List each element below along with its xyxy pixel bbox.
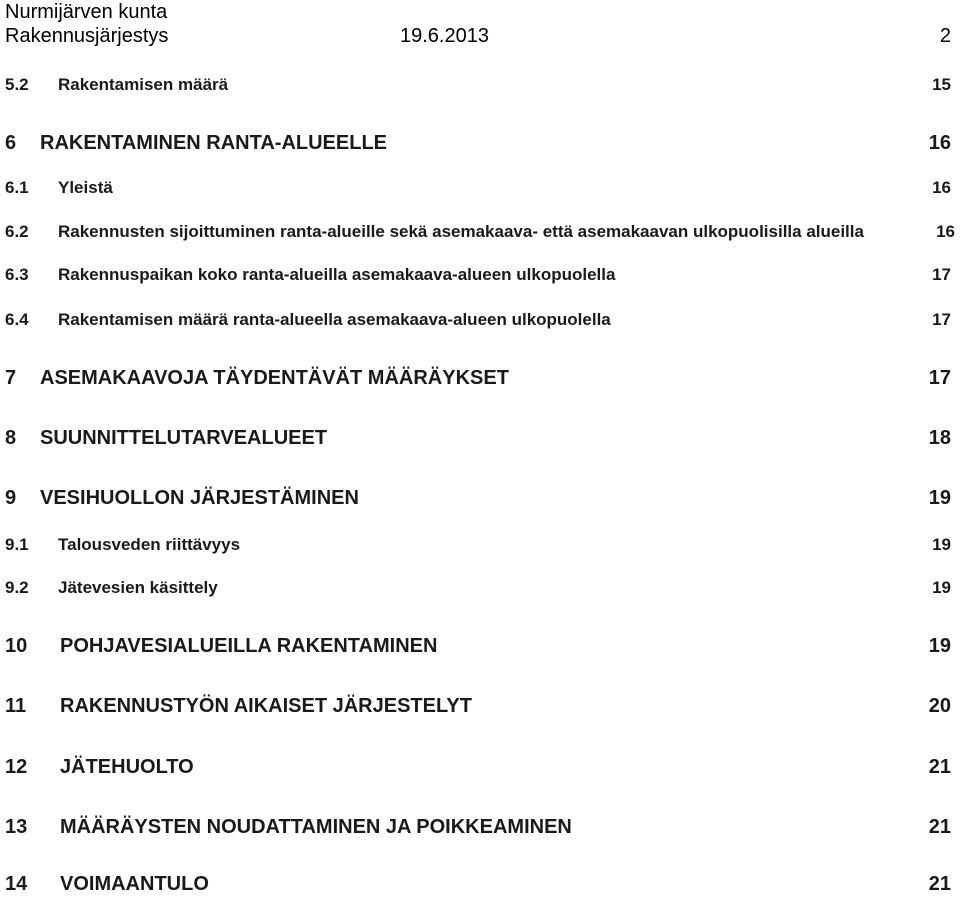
toc-entry-title: Rakentamisen määrä ranta-alueella asemakaava-alueen ulkopuolella xyxy=(58,310,611,329)
toc-entry-page: 21 xyxy=(928,816,951,838)
toc-entry-number: 13 xyxy=(5,816,28,838)
toc-entry-title: ASEMAKAAVOJA TÄYDENTÄVÄT MÄÄRÄYKSET xyxy=(40,367,509,389)
document-date: 19.6.2013 xyxy=(400,25,489,47)
toc-entry-title: SUUNNITTELUTARVEALUEET xyxy=(40,427,328,449)
toc-entry-page: 17 xyxy=(928,367,951,389)
toc-entry-5-2[interactable] xyxy=(5,74,951,96)
toc-entry-11[interactable] xyxy=(5,693,951,719)
toc-entry-number: 6.2 xyxy=(5,222,29,241)
toc-entry-number: 12 xyxy=(5,756,28,778)
toc-entry-number: 7 xyxy=(5,367,17,389)
toc-entry-number: 11 xyxy=(5,695,27,717)
toc-entry-title: RAKENTAMINEN RANTA-ALUEELLE xyxy=(40,132,388,154)
toc-entry-number: 6.1 xyxy=(5,178,29,197)
toc-entry-page: 17 xyxy=(932,310,951,329)
toc-entry-6-4[interactable] xyxy=(5,309,951,331)
toc-entry-number: 14 xyxy=(5,873,28,895)
toc-entry-page: 16 xyxy=(928,132,951,154)
toc-entry-page: 15 xyxy=(932,75,951,94)
toc-entry-number: 9.2 xyxy=(5,578,29,597)
toc-entry-number: 5.2 xyxy=(5,75,29,94)
toc-entry-page: 21 xyxy=(928,756,951,778)
toc-entry-title: Rakentamisen määrä xyxy=(58,75,229,94)
toc-entry-6-1[interactable] xyxy=(5,177,951,199)
toc-entry-page: 19 xyxy=(928,487,951,509)
toc-entry-8[interactable] xyxy=(5,425,951,451)
toc-entry-number: 6 xyxy=(5,132,17,154)
toc-entry-number: 8 xyxy=(5,427,17,449)
toc-entry-page: 17 xyxy=(932,265,951,284)
toc-entry-title: VESIHUOLLON JÄRJESTÄMINEN xyxy=(40,487,359,509)
toc-entry-number: 6.3 xyxy=(5,265,29,284)
toc-entry-7[interactable] xyxy=(5,365,951,391)
toc-entry-page: 19 xyxy=(932,578,951,597)
toc-entry-page: 18 xyxy=(928,427,951,449)
toc-entry-number: 6.4 xyxy=(5,310,29,329)
toc-entry-13[interactable] xyxy=(5,814,951,840)
toc-entry-title: POHJAVESIALUEILLA RAKENTAMINEN xyxy=(60,635,438,657)
toc-entry-12[interactable] xyxy=(5,754,951,780)
organization-name: Nurmijärven kunta xyxy=(5,1,168,23)
toc-entry-6[interactable] xyxy=(5,130,951,156)
toc-entry-title: Rakennusten sijoittuminen ranta-alueille sekä asemakaava- että asemakaavan ulkopuolisilla alueilla xyxy=(58,222,864,241)
toc-entry-title: Talousveden riittävyys xyxy=(58,535,241,554)
toc-entry-title: RAKENNUSTYÖN AIKAISET JÄRJESTELYT xyxy=(60,695,472,717)
toc-entry-10[interactable] xyxy=(5,633,951,659)
toc-entry-14[interactable] xyxy=(5,871,951,897)
toc-entry-number: 10 xyxy=(5,635,28,657)
toc-entry-title: JÄTEHUOLTO xyxy=(60,756,194,778)
toc-entry-page: 21 xyxy=(928,873,951,895)
toc-entry-title: Jätevesien käsittely xyxy=(58,578,218,597)
toc-entry-page: 19 xyxy=(928,635,951,657)
document-title: Rakennusjärjestys xyxy=(5,25,169,47)
toc-entry-title: MÄÄRÄYSTEN NOUDATTAMINEN JA POIKKEAMINEN xyxy=(60,816,572,838)
toc-entry-page: 16 xyxy=(932,178,951,197)
toc-entry-title: VOIMAANTULO xyxy=(60,873,209,895)
toc-entry-number: 9.1 xyxy=(5,535,29,554)
toc-entry-9[interactable] xyxy=(5,485,951,511)
toc-entry-9-1[interactable] xyxy=(5,534,951,556)
toc-entry-number: 9 xyxy=(5,487,17,509)
toc-entry-title: Yleistä xyxy=(58,178,113,197)
toc-entry-6-2[interactable] xyxy=(5,221,955,243)
page-number: 2 xyxy=(939,25,951,47)
toc-entry-page: 16 xyxy=(936,222,955,241)
toc-entry-title: Rakennuspaikan koko ranta-alueilla asemakaava-alueen ulkopuolella xyxy=(58,265,616,284)
toc-entry-page: 19 xyxy=(932,535,951,554)
toc-entry-6-3[interactable] xyxy=(5,264,951,286)
toc-entry-9-2[interactable] xyxy=(5,577,951,599)
toc-entry-page: 20 xyxy=(928,695,951,717)
